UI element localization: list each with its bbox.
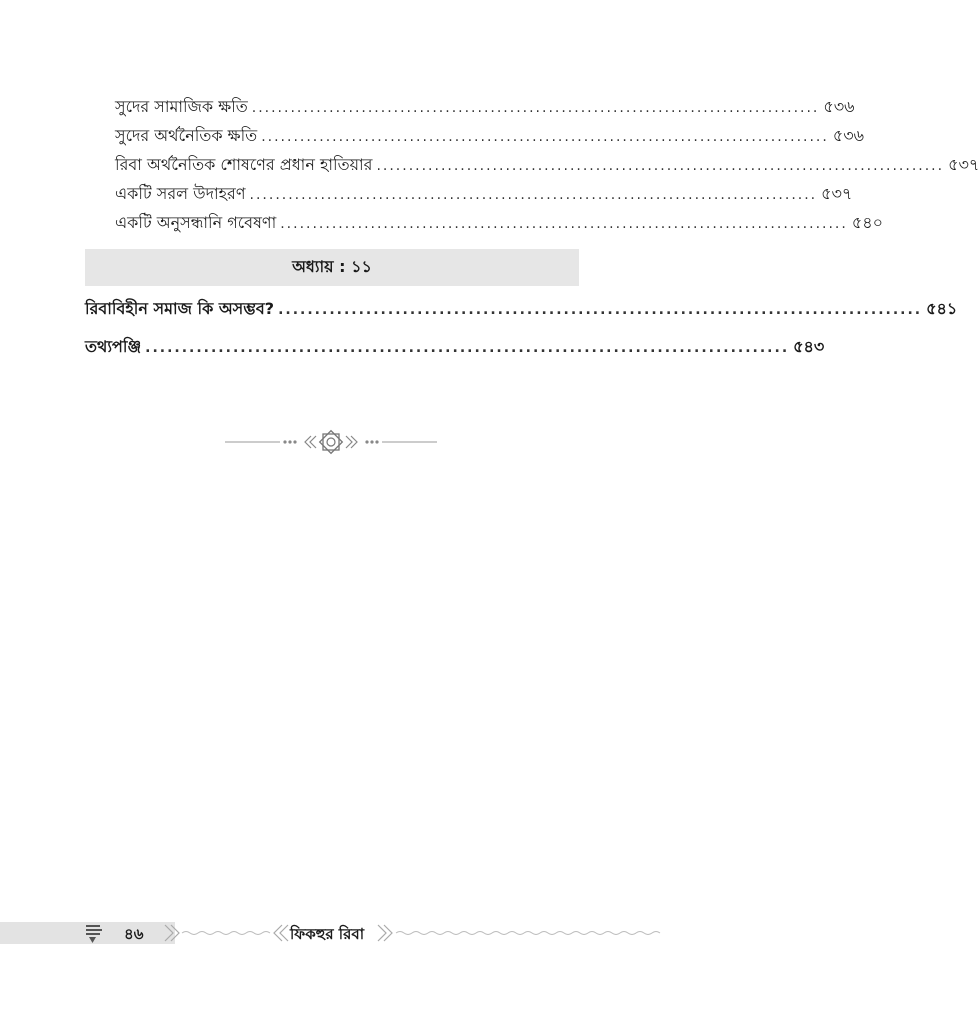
toc-sub-item-2: [115, 155, 979, 176]
toc-sub-item-0: [115, 97, 855, 118]
page-footer: [0, 920, 663, 946]
toc-title: একটি অনুসন্ধানি গবেষণা: [115, 213, 277, 232]
toc-page: ৫৪১: [926, 299, 958, 318]
toc-page: ৫৪৩: [793, 337, 825, 356]
chapter-heading-bar: [85, 249, 579, 286]
star-ornament-icon: [225, 426, 437, 458]
toc-title: রিবা অর্থনৈতিক শোষণের প্রধান হাতিয়ার: [115, 155, 373, 174]
toc-leader-dots: ........................................................................................: [251, 100, 820, 116]
toc-leader-dots: ........................................................................................: [145, 340, 790, 356]
book-marker-icon: [84, 922, 106, 944]
toc-sub-item-4: [115, 213, 884, 234]
toc-page: ৫৩৬: [823, 97, 855, 116]
toc-page: ৫৩৭: [821, 184, 853, 203]
toc-main-item-0: [85, 299, 958, 320]
toc-leader-dots: ........................................................................................: [376, 158, 945, 174]
toc-page: ৫৩৭: [948, 155, 979, 174]
toc-title: একটি সরল উদাহরণ: [115, 184, 246, 203]
toc-leader-dots: ........................................................................................: [278, 302, 923, 318]
book-title: ফিকহুর রিবা: [290, 925, 365, 943]
chapter-heading: অধ্যায় : ১১: [292, 257, 372, 276]
toc-title: রিবাবিহীন সমাজ কি অসম্ভব?: [85, 299, 275, 318]
toc-sub-item-1: [115, 126, 865, 147]
toc-title: তথ্যপঞ্জি: [85, 337, 142, 356]
toc-leader-dots: ........................................................................................: [280, 216, 848, 232]
page-number: ৪৬: [124, 925, 144, 943]
toc-sub-item-3: [115, 184, 853, 205]
toc-leader-dots: ........................................................................................: [249, 187, 818, 203]
toc-leader-dots: ........................................................................................: [261, 129, 829, 145]
toc-title: সুদের অর্থনৈতিক ক্ষতি: [115, 126, 258, 145]
toc-main-item-1: [85, 337, 825, 358]
toc-page: ৫৩৬: [832, 126, 865, 145]
toc-page: ৫৪০: [851, 213, 884, 232]
toc-title: সুদের সামাজিক ক্ষতি: [115, 97, 248, 116]
